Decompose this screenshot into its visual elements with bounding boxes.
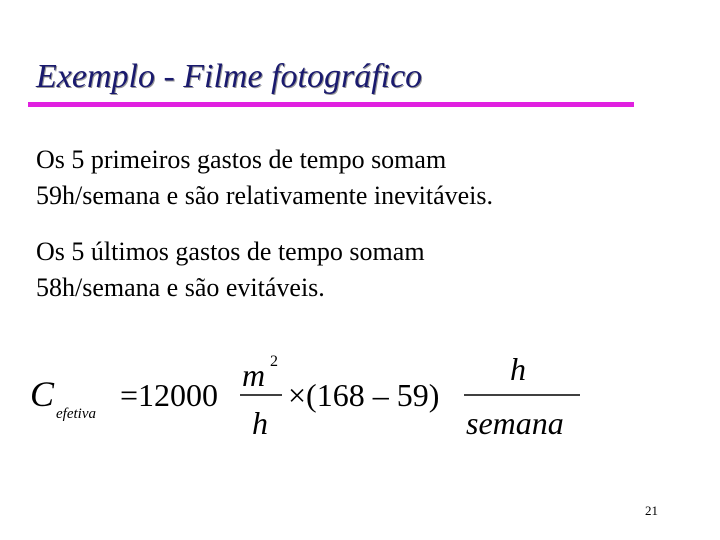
unit-exponent: 2 <box>270 353 278 370</box>
title-underline <box>28 102 634 107</box>
cost-formula <box>30 348 590 448</box>
title-underline-bar <box>28 102 634 107</box>
paragraph-1-line-2: 59h/semana e são relativamente inevitáveis. <box>36 181 493 210</box>
rate-denominator: semana <box>466 405 564 441</box>
formula-subscript: efetiva <box>56 406 96 422</box>
formula-times-expr: ×(168 – 59) <box>288 377 440 413</box>
paragraph-1 <box>36 142 493 214</box>
paragraph-2 <box>36 234 425 306</box>
slide-title: Exemplo - Filme fotográfico <box>36 58 423 95</box>
formula-equals-value: =12000 <box>120 377 219 413</box>
paragraph-2-line-2: 58h/semana e são evitáveis. <box>36 273 325 302</box>
page-number: 21 <box>645 503 658 518</box>
paragraph-2-line-1: Os 5 últimos gastos de tempo somam <box>36 237 425 266</box>
formula-symbol: C <box>30 374 55 414</box>
unit-denominator: h <box>252 405 268 441</box>
rate-numerator: h <box>510 351 526 387</box>
paragraph-1-line-1: Os 5 primeiros gastos de tempo somam <box>36 145 447 174</box>
unit-numerator: m <box>242 357 266 393</box>
